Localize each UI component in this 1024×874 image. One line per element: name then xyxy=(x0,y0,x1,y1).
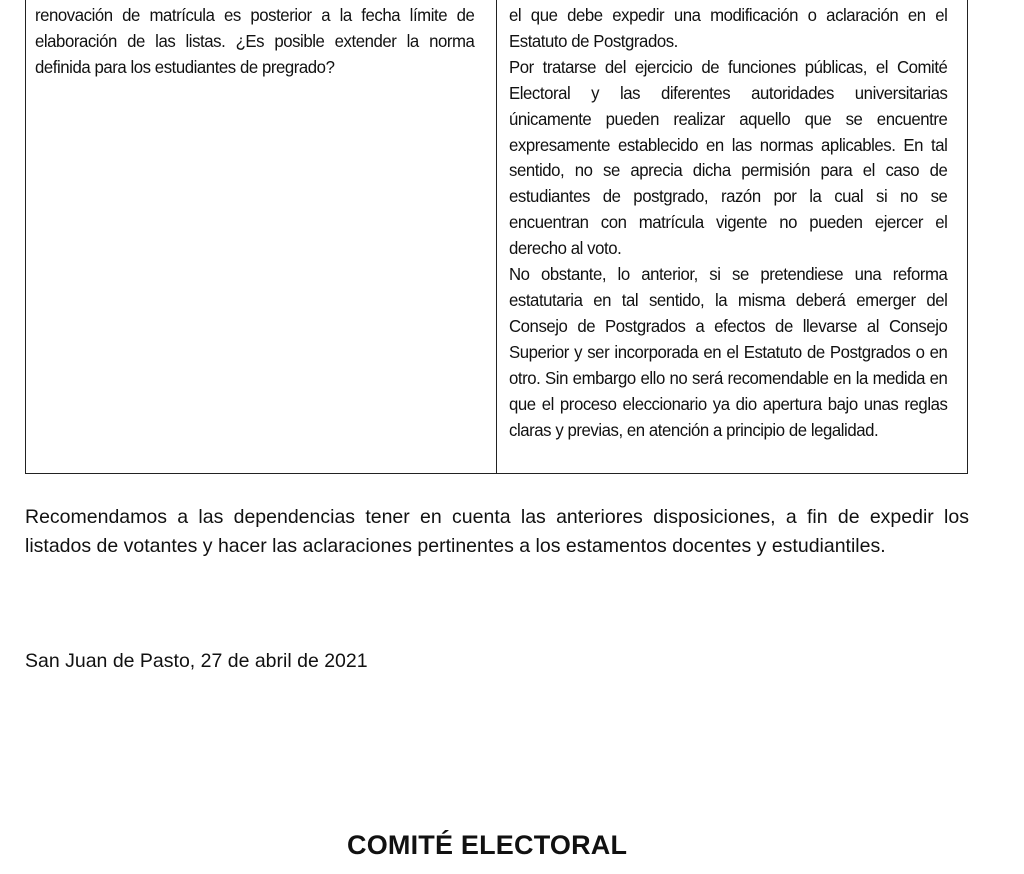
answer-cell xyxy=(497,0,967,473)
question-text: renovación de matrícula es posterior a la fecha límite de elaboración de las listas. ¿Es posible extender la norma definida para los estudiantes de pregrado? xyxy=(35,5,475,77)
recommendation-paragraph: Recomendamos a las dependencias tener en cuenta las anteriores disposiciones, a fin de expedir los listados de votantes y hacer las aclaraciones pertinentes a los estamentos docentes y estudiantiles. xyxy=(25,506,969,557)
place-and-date: San Juan de Pasto, 27 de abril de 2021 xyxy=(25,650,368,672)
signature-title: COMITÉ ELECTORAL xyxy=(347,830,628,860)
answer-paragraph-2: Por tratarse del ejercicio de funciones públicas, el Comité Electoral y las diferentes autoridades universitarias únicamente pueden realizar aquello que se encuentre expresamente establecido en las normas aplicables. En tal sentido, no se aprecia dicha permisión para el caso de estudiantes de postgrado, razón por la cual si no se encuentran con matrícula vigente no pueden ejercer el derecho al voto. xyxy=(509,56,948,259)
question-cell xyxy=(26,0,497,473)
answer-paragraph-3: No obstante, lo anterior, si se pretendiese una reforma estatutaria en tal sentido, la misma deberá emerger del Consejo de Postgrados a efectos de llevarse al Consejo Superior y ser incorporada en el Estatuto de Postgrados o en otro. Sin embargo ello no será recomendable en la medida en que el proceso eleccionario ya dio apertura bajo unas reglas claras y previas, en atención a principio de legalidad. xyxy=(509,264,948,440)
answer-paragraph-1: el que debe expedir una modificación o aclaración en el Estatuto de Postgrados. xyxy=(509,5,948,51)
answer-text xyxy=(509,3,947,443)
response-table xyxy=(25,0,968,474)
